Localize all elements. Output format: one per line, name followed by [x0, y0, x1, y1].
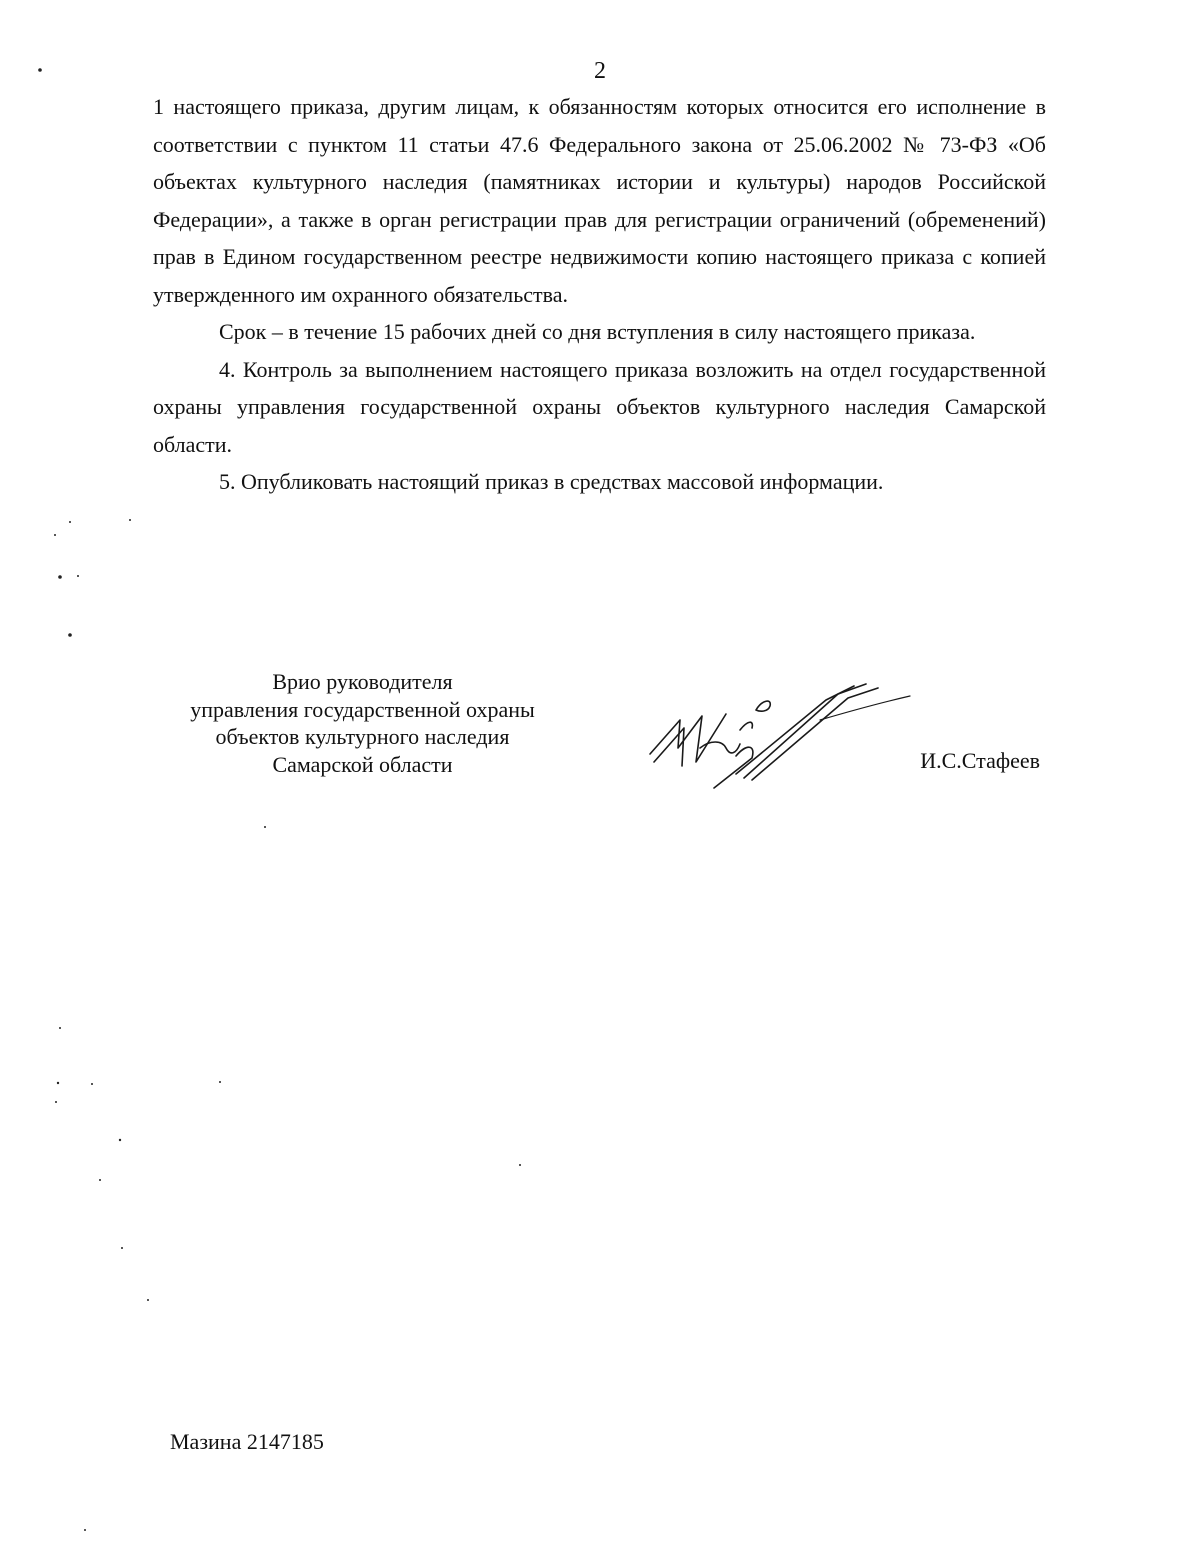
signer-name: И.С.Стафеев — [920, 748, 1040, 773]
document-body — [153, 88, 1046, 501]
page-number: 2 — [594, 58, 606, 84]
paragraph-item-5: 5. Опубликовать настоящий приказ в средствах массовой информации. — [219, 469, 884, 494]
position-line: Врио руководителя — [272, 669, 453, 694]
paragraph-item-4: 4. Контроль за выполнением настоящего приказа возложить на отдел государственной охраны управления государственной охраны объектов культурного наследия Самарской области. — [153, 356, 1046, 457]
signatory-position — [160, 668, 565, 778]
paragraph-deadline: Срок – в течение 15 рабочих дней со дня вступления в силу настоящего приказа. — [219, 319, 976, 344]
position-line: объектов культурного наследия — [215, 724, 510, 749]
position-line: Самарской области — [272, 751, 453, 777]
executor-contact: Мазина 2147185 — [170, 1429, 324, 1454]
position-line: управления государственной охраны — [190, 696, 535, 722]
handwritten-signature — [640, 670, 930, 800]
paragraph-continuation: 1 настоящего приказа, другим лицам, к обязанностям которых относится его исполнение в соответствии с пунктом 11 статьи 47.6 Федерального закона от 25.06.2002 № 73-ФЗ «Об объектах культурного наследия (памятниках истории и культуры) народов Российской Федерации», а также в орган регистрации прав для регистрации ограничений (обременений) прав в Едином государственном реестре недвижимости копию настоящего приказа с копией утвержденного им охранного обязательства. — [153, 94, 1046, 307]
